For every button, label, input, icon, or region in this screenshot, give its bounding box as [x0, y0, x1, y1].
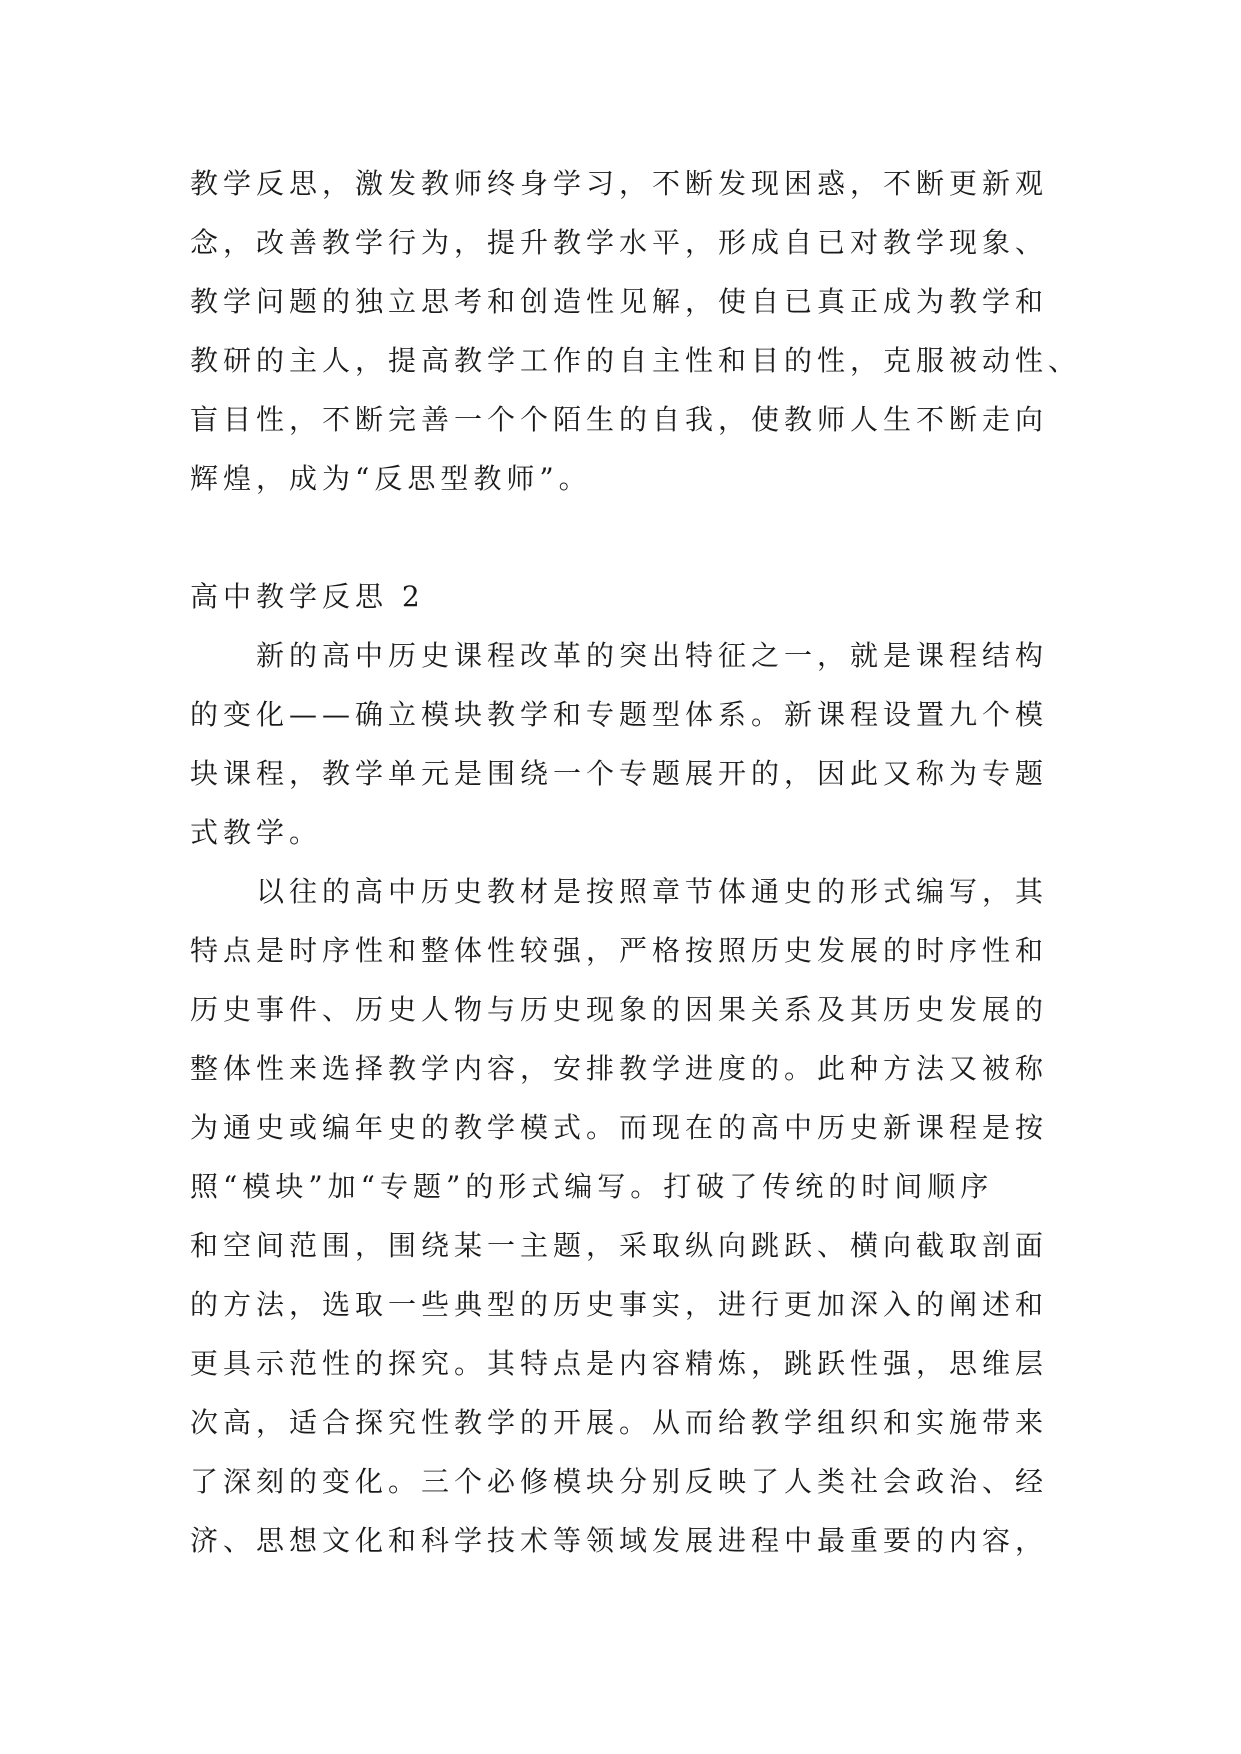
- text-line: 的方法，选取一些典型的历史事实，进行更加深入的阐述和: [190, 1288, 1049, 1321]
- text-line: 式教学。: [190, 816, 323, 849]
- paragraph-2: [190, 862, 1070, 1570]
- paragraph-gap: [190, 508, 1070, 567]
- text-line: 为通史或编年史的教学模式。而现在的高中历史新课程是按: [190, 1111, 1049, 1144]
- text-line: 以往的高中历史教材是按照章节体通史的形式编写，其: [256, 875, 1049, 908]
- text-line: 了深刻的变化。三个必修模块分别反映了人类社会政治、经: [190, 1465, 1049, 1498]
- paragraph-continued: [190, 154, 1082, 508]
- paragraph-1: [190, 626, 1070, 862]
- document-body: [190, 154, 1082, 1570]
- text-line: 的变化——确立模块教学和专题型体系。新课程设置九个模: [190, 698, 1049, 731]
- text-line: 辉煌，成为“反思型教师”。: [190, 462, 592, 495]
- text-line: 念，改善教学行为，提升教学水平，形成自已对教学现象、: [190, 226, 1049, 259]
- text-line: 教学问题的独立思考和创造性见解，使自已真正成为教学和: [190, 285, 1049, 318]
- text-line: 整体性来选择教学内容，安排教学进度的。此种方法又被称: [190, 1052, 1049, 1085]
- text-line: 历史事件、历史人物与历史现象的因果关系及其历史发展的: [190, 993, 1049, 1026]
- text-line: 和空间范围，围绕某一主题，采取纵向跳跃、横向截取剖面: [190, 1229, 1049, 1262]
- text-line: 新的高中历史课程改革的突出特征之一，就是课程结构: [256, 639, 1049, 672]
- text-line: 教学反思，激发教师终身学习，不断发现困惑，不断更新观: [190, 167, 1049, 200]
- text-line: 济、思想文化和科学技术等领域发展进程中最重要的内容，: [190, 1524, 1049, 1557]
- text-line: 照“模块”加“专题”的形式编写。打破了传统的时间顺序: [190, 1170, 994, 1203]
- text-line: 更具示范性的探究。其特点是内容精炼，跳跃性强，思维层: [190, 1347, 1049, 1380]
- text-line: 次高，适合探究性教学的开展。从而给教学组织和实施带来: [190, 1406, 1049, 1439]
- section-heading: 高中教学反思 2: [190, 580, 425, 613]
- text-line: 块课程，教学单元是围绕一个专题展开的，因此又称为专题: [190, 757, 1049, 790]
- text-line: 特点是时序性和整体性较强，严格按照历史发展的时序性和: [190, 934, 1049, 967]
- text-line: 盲目性，不断完善一个个陌生的自我，使教师人生不断走向: [190, 403, 1049, 436]
- text-line: 教研的主人，提高教学工作的自主性和目的性，克服被动性、: [190, 344, 1082, 377]
